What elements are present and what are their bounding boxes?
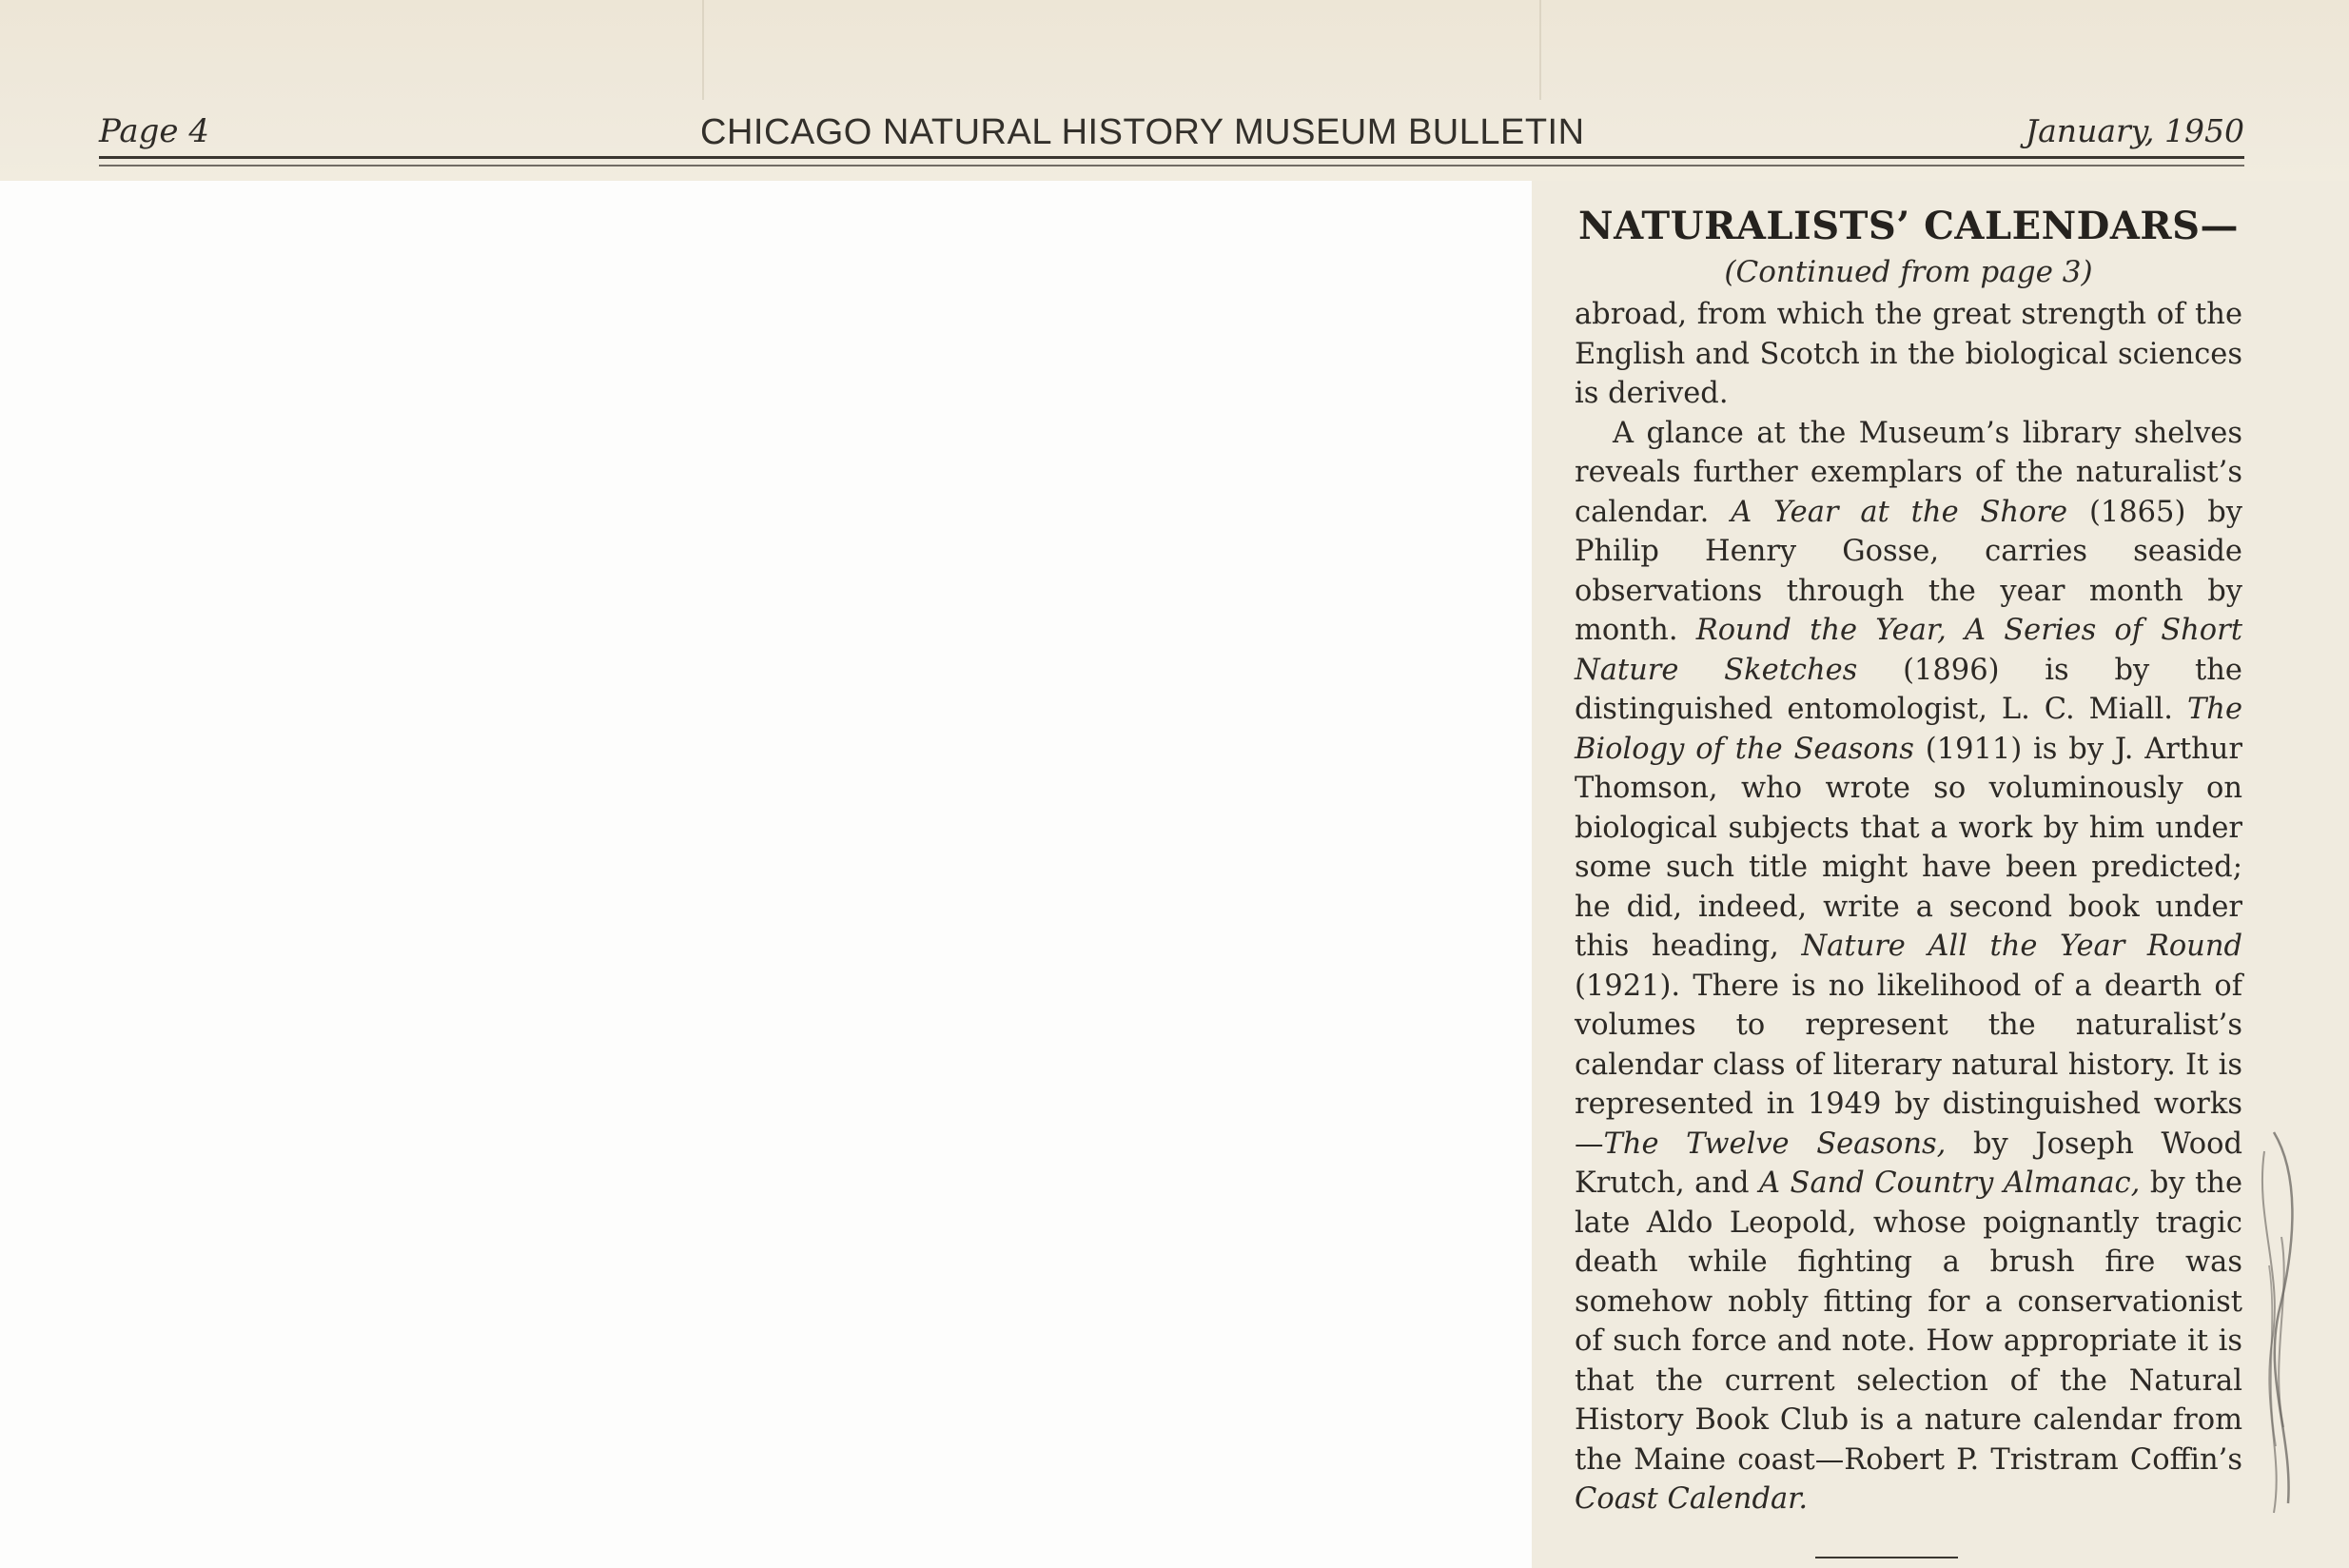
article-body	[1575, 295, 2242, 1519]
book-title: A Sand Country Almanac,	[1759, 1166, 2141, 1200]
book-title: Nature All the Year Round	[1801, 930, 2242, 963]
issue-date: January, 1950	[2025, 112, 2244, 149]
page-number: Page 4	[99, 112, 209, 150]
text-run: (1921). There is no likelihood of a dearth of volumes to represent the naturalist’s calendar class of literary natural history. It is represented in 1949 by distinguished works—	[1575, 969, 2242, 1161]
book-title: The Biology of the Seasons	[1575, 693, 2242, 766]
article-column	[1532, 181, 2349, 1568]
text-run: by Joseph Wood Krutch, and	[1575, 1127, 2242, 1200]
book-title: The Twelve Seasons,	[1603, 1127, 1947, 1161]
paper-fold-line	[1539, 0, 1541, 100]
article-text-block	[1575, 202, 2242, 1519]
book-title: Coast Calendar.	[1575, 1482, 1809, 1516]
book-title: Round the Year, A Series of Short Nature Sketches	[1575, 614, 2243, 687]
blank-cover-area	[0, 181, 1532, 1568]
text-run: (1896) is by the distinguished entomologist, L. C. Miall.	[1575, 653, 2242, 726]
page-header-strip	[0, 0, 2349, 181]
article-title: NATURALISTS’ CALENDARS—	[1578, 204, 2239, 248]
book-title: A Year at the Shore	[1731, 495, 2068, 529]
paragraph-1: abroad, from which the great strength of the English and Scotch in the biological sciences is derived.	[1575, 298, 2242, 410]
continued-note: (Continued from page 3)	[1724, 255, 2093, 289]
bulletin-title: CHICAGO NATURAL HISTORY MUSEUM BULLETIN	[700, 112, 1585, 152]
end-of-article-rule	[1815, 1557, 1958, 1558]
header-rule	[99, 156, 2244, 159]
pencil-margin-mark	[2236, 1123, 2312, 1522]
text-run: (1911) is by J. Arthur Thomson, who wrote so voluminously on biological subjects that a work by him under some such title might have been predicted; he did, indeed, write a second book under this heading,	[1575, 732, 2242, 963]
paper-fold-line	[702, 0, 704, 100]
header-rule-secondary	[99, 165, 2244, 167]
text-run: by the late Aldo Leopold, whose poignantly tragic death while fighting a brush fire was somehow nobly fitting for a conservationist of such force and note. How appropriate it is that the current selection of the Natural History Book Club is a nature calendar from the Maine coast—Robert P. Tristram Coffin’s	[1575, 1166, 2243, 1477]
text-run: A glance at the Museum’s library shelves reveals further exemplars of the naturalist’s calendar.	[1575, 416, 2242, 529]
paragraph-2	[1575, 414, 2242, 1519]
text-run: (1865) by Philip Henry Gosse, carries seaside observations through the year month by month.	[1575, 495, 2242, 647]
